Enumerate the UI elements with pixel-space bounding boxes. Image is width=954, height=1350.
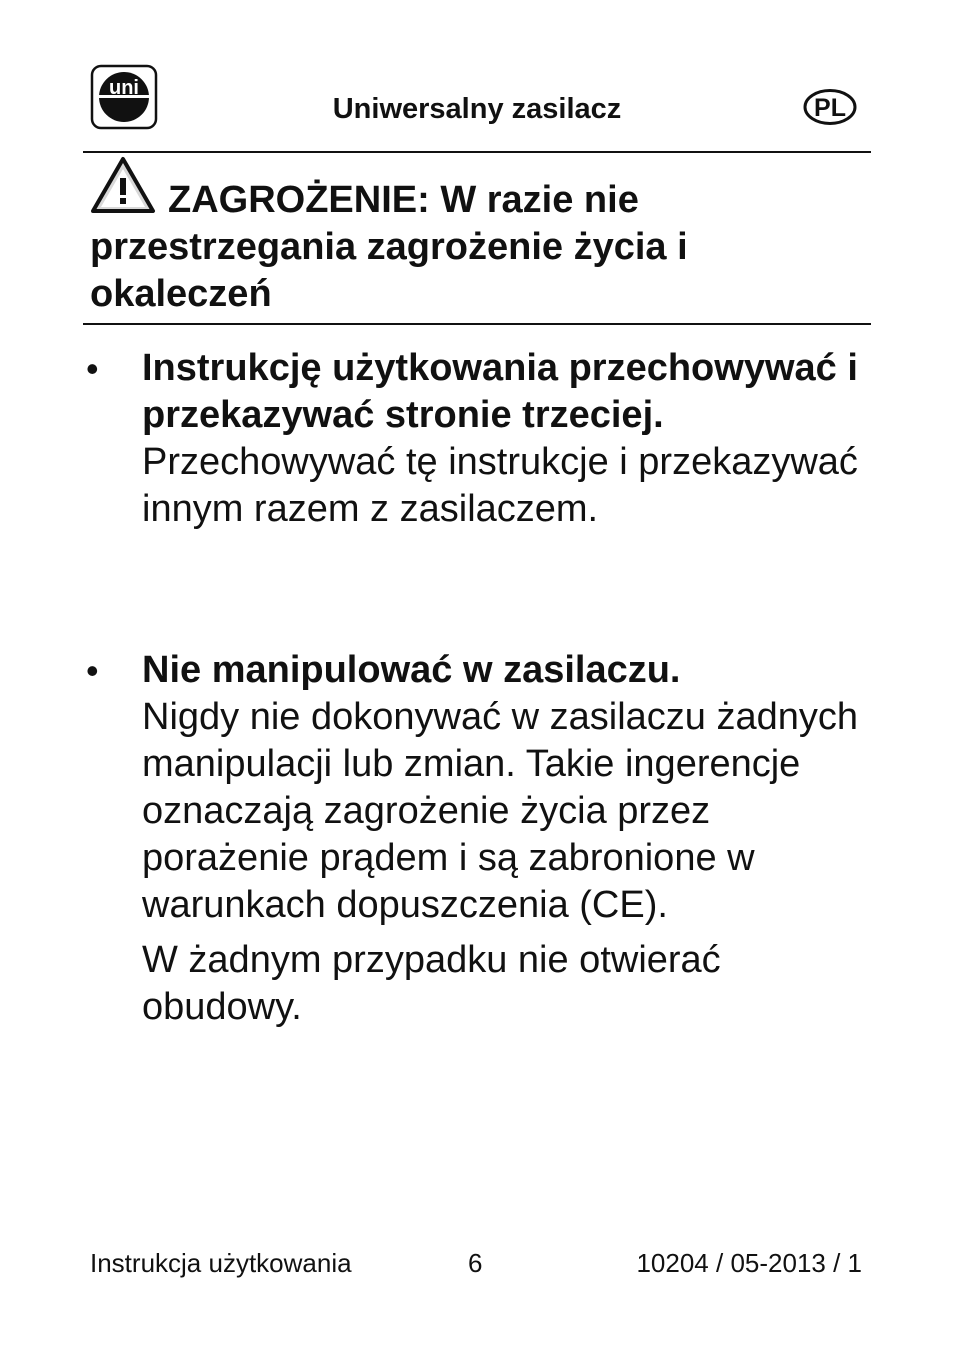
header-divider	[83, 151, 871, 153]
warning-heading-text: ZAGROŻENIE: W razie nie przestrzegania zagrożenie życia i okaleczeń	[90, 179, 688, 315]
footer-page-number: 6	[468, 1248, 483, 1278]
warning-divider	[83, 323, 871, 325]
item-title: Instrukcję użytkowania przechowywać i przekazywać stronie trzeciej.	[142, 347, 858, 436]
instruction-item-2	[142, 647, 872, 1031]
header-title: Uniwersalny zasilacz	[332, 93, 622, 125]
footer-document-name: Instrukcja użytkowania	[90, 1248, 352, 1278]
item-title: Nie manipulować w zasilaczu.	[142, 649, 681, 691]
instruction-item-1	[142, 345, 872, 533]
logo-text: uni	[109, 77, 139, 99]
bullet-2: •	[86, 650, 99, 691]
language-code: PL	[814, 94, 846, 122]
item-paragraph: Nigdy nie dokonywać w zasilaczu żadnych manipulacji lub zmian. Takie ingerencje oznaczają zagrożenie życia przez porażenie prądem i są zabronione w warunkach dopuszczenia (CE).	[142, 696, 859, 926]
footer-document-code: 10204 / 05-2013 / 1	[636, 1248, 862, 1278]
bullet-1: •	[86, 348, 99, 389]
item-paragraph: W żadnym przypadku nie otwierać obudowy.	[142, 939, 721, 1028]
warning-heading	[90, 177, 870, 318]
language-badge	[803, 88, 857, 126]
item-paragraph: Przechowywać tę instrukcje i przekazywać innym razem z zasilaczem.	[142, 441, 858, 530]
